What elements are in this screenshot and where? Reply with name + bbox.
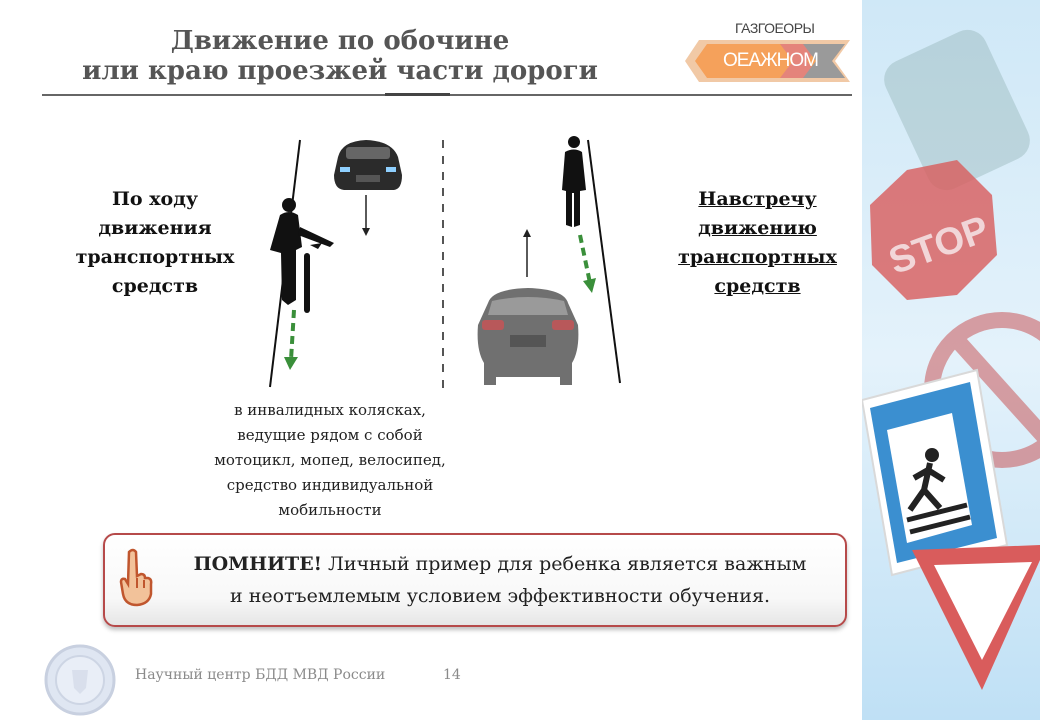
logo-top-text: ГАЗГОЕОРЫ <box>735 20 815 36</box>
against-traffic-caption <box>670 185 845 301</box>
pedestrian-icon <box>562 136 586 227</box>
note-line: в инвалидных колясках, <box>234 401 426 419</box>
emblem-icon <box>42 642 118 718</box>
page-number: 14 <box>443 667 461 683</box>
caption-line: транспортных <box>678 246 837 268</box>
reminder-line-1 <box>165 548 835 580</box>
caption-line: средств <box>111 275 199 297</box>
svg-text:STOP: STOP <box>883 208 995 283</box>
caption-line: движения <box>98 217 212 239</box>
logo-bottom-text: ОЕАЖНОМ <box>723 50 818 71</box>
note-line: средство индивидуальной <box>226 476 434 494</box>
hand-pointing-up-icon <box>115 548 155 608</box>
title-divider-accent <box>385 93 450 96</box>
cyclist-icon <box>270 198 334 313</box>
note-line: ведущие рядом с собой <box>237 426 423 444</box>
road-scene <box>260 135 660 400</box>
footer-organization: Научный центр БДД МВД России <box>135 667 386 683</box>
title-line-1: Движение по обочине <box>170 26 510 56</box>
caption-line: транспортных <box>75 246 235 268</box>
right-road-edge <box>588 140 620 383</box>
caption-line: движению <box>698 217 817 239</box>
caption-line: По ходу <box>111 188 199 210</box>
page-title <box>40 26 640 86</box>
vehicle-note <box>190 398 470 523</box>
car-rear-icon <box>478 288 579 385</box>
reminder-text <box>165 548 835 612</box>
road-signs-panel <box>862 0 1040 720</box>
note-line: мотоцикл, мопед, велосипед, <box>214 451 446 469</box>
reminder-bold: ПОМНИТЕ! <box>193 553 323 575</box>
reminder-line-2: и неотъемлемым условием эффективности обучения. <box>229 585 770 607</box>
reminder-line-1-text: Личный пример для ребенка является важным <box>322 553 807 575</box>
caption-line: Навстречу <box>698 188 817 210</box>
note-line: мобильности <box>278 501 382 519</box>
title-line-2: или краю проезжей части дороги <box>82 56 598 86</box>
caption-line: средств <box>714 275 801 297</box>
with-traffic-caption <box>60 185 250 301</box>
car-front-icon <box>334 140 402 190</box>
